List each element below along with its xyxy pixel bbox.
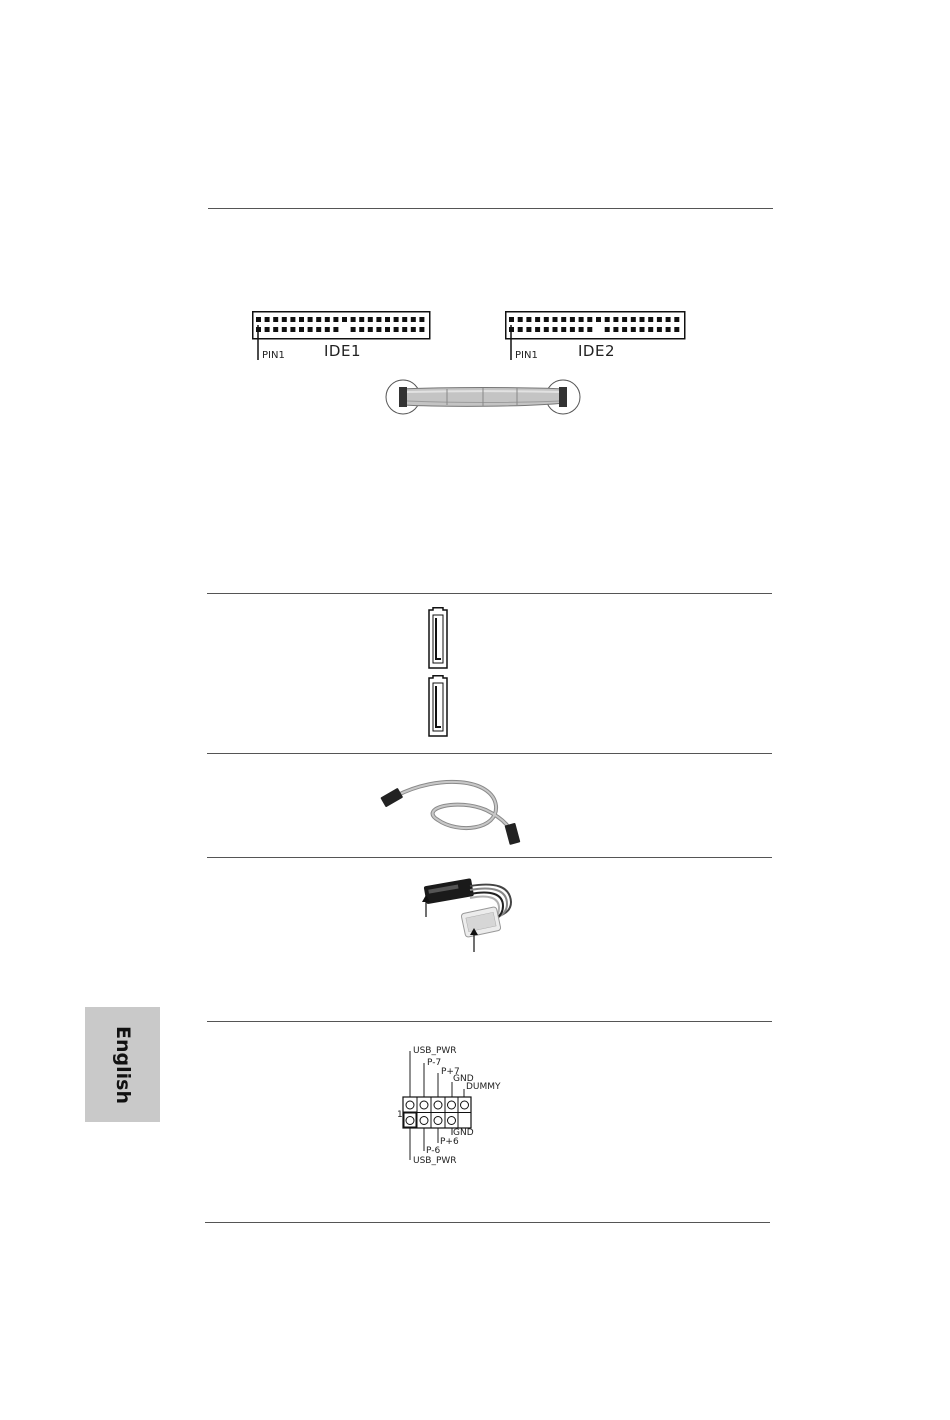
ide-pin xyxy=(273,327,278,332)
usb-pin-label-usb-pwr-bottom: USB_PWR xyxy=(413,1156,457,1166)
ide-pin xyxy=(666,327,671,332)
ide-pin xyxy=(544,317,549,322)
ide-pin xyxy=(290,317,295,322)
language-side-tab xyxy=(85,1007,160,1122)
ide-pin xyxy=(640,327,645,332)
sata-data-cable-image xyxy=(378,768,528,848)
ide-pin xyxy=(613,327,618,332)
ide-pin xyxy=(402,327,407,332)
ide-pin xyxy=(385,327,390,332)
ide-pin xyxy=(316,317,321,322)
sata-connector-top xyxy=(427,607,449,669)
ide-pin xyxy=(265,317,270,322)
ide-pin xyxy=(622,327,627,332)
ide1-label: IDE1 xyxy=(324,342,361,360)
ide-pin xyxy=(657,327,662,332)
usb-pin-label-p-6: P-6 xyxy=(426,1146,441,1156)
ide-pin xyxy=(674,317,679,322)
usb-pin-label-p+7: P+7 xyxy=(441,1067,460,1077)
ide-pin xyxy=(351,317,356,322)
ide-pin xyxy=(256,317,261,322)
ide-pin xyxy=(640,317,645,322)
ide-pin xyxy=(385,317,390,322)
bottom-rule xyxy=(205,1222,770,1223)
ide-pin xyxy=(535,317,540,322)
ide-pin xyxy=(411,317,416,322)
ide-pin xyxy=(376,327,381,332)
ide-pin xyxy=(553,317,558,322)
ide-pin xyxy=(605,327,610,332)
ide-pin xyxy=(587,327,592,332)
ide-pin xyxy=(544,327,549,332)
section-rule-sata xyxy=(207,593,772,594)
ide-pin xyxy=(419,327,424,332)
ide-pin xyxy=(290,327,295,332)
ide-pin xyxy=(308,317,313,322)
ide-pin xyxy=(553,327,558,332)
section-rule-usb xyxy=(207,1021,772,1022)
ide-pin xyxy=(674,327,679,332)
ide2-connector xyxy=(505,311,687,341)
ide1-pin1-marker xyxy=(256,325,260,361)
ide-pin xyxy=(376,317,381,322)
section-rule-sata-cable xyxy=(207,753,772,754)
ide-pin xyxy=(648,327,653,332)
ide-pin xyxy=(570,317,575,322)
ide-pin xyxy=(282,317,287,322)
ide-pin xyxy=(402,317,407,322)
usb-pin-label-dummy: DUMMY xyxy=(466,1082,501,1092)
ide1-connector xyxy=(252,311,432,341)
power-connector-arrow xyxy=(469,928,479,952)
ide-pin xyxy=(299,317,304,322)
ide-pin xyxy=(622,317,627,322)
ide-pin xyxy=(518,317,523,322)
ide-pin xyxy=(325,327,330,332)
ide-pin xyxy=(333,317,338,322)
ide1-pin1-label: PIN1 xyxy=(262,350,285,361)
ide-pin xyxy=(579,317,584,322)
ide2-pin1-marker xyxy=(509,325,513,361)
ide-pin xyxy=(308,327,313,332)
ide-pin xyxy=(570,327,575,332)
sata-connector-bottom xyxy=(427,675,449,737)
ide-pin xyxy=(394,327,399,332)
sata-power-connector-arrow xyxy=(421,895,431,917)
ide-pin xyxy=(666,317,671,322)
ide2-pin1-label: PIN1 xyxy=(515,350,538,361)
ide-pin xyxy=(394,317,399,322)
section-rule-power-cable xyxy=(207,857,772,858)
ide-pin xyxy=(561,317,566,322)
language-tab-label: English xyxy=(111,1025,134,1104)
ide-pin xyxy=(613,317,618,322)
ide-pin xyxy=(359,317,364,322)
ide-pin xyxy=(631,317,636,322)
ide-pin xyxy=(526,327,531,332)
ide-pin xyxy=(351,327,356,332)
ide-pin xyxy=(333,327,338,332)
ide-pin xyxy=(518,327,523,332)
usb-pin-label-gnd-top: GND xyxy=(453,1074,474,1084)
ide-pin xyxy=(561,327,566,332)
ide-pin xyxy=(265,327,270,332)
top-rule xyxy=(208,208,773,209)
ide-pin xyxy=(579,327,584,332)
ide-ribbon-cable-image xyxy=(385,375,585,425)
usb-header-diagram xyxy=(395,1045,525,1170)
ide-pin xyxy=(509,317,514,322)
ide-pin xyxy=(316,327,321,332)
ide-pin xyxy=(368,327,373,332)
ide-pin xyxy=(587,317,592,322)
ide-pin xyxy=(526,317,531,322)
ide-pin xyxy=(325,317,330,322)
ide-pin xyxy=(535,327,540,332)
ide-pin xyxy=(299,327,304,332)
ide-pin xyxy=(605,317,610,322)
ide-pin xyxy=(342,317,347,322)
usb-pin-label-usb-pwr-top: USB_PWR xyxy=(413,1046,457,1056)
ide-pin xyxy=(631,327,636,332)
ide-pin xyxy=(411,327,416,332)
usb-pin-label-p-7: P-7 xyxy=(427,1058,442,1068)
ide-pin xyxy=(419,317,424,322)
ide-pin xyxy=(596,317,601,322)
ide-pin xyxy=(368,317,373,322)
ide2-label: IDE2 xyxy=(578,342,615,360)
ide-pin xyxy=(282,327,287,332)
ide-pin xyxy=(359,327,364,332)
ide-pin xyxy=(657,317,662,322)
ide-pin xyxy=(648,317,653,322)
usb-pin-label-p+6: P+6 xyxy=(440,1137,459,1147)
usb-pin-label-gnd-bottom: GND xyxy=(453,1128,474,1138)
usb-pin-one-marker: 1 xyxy=(397,1110,403,1120)
ide-pin xyxy=(273,317,278,322)
